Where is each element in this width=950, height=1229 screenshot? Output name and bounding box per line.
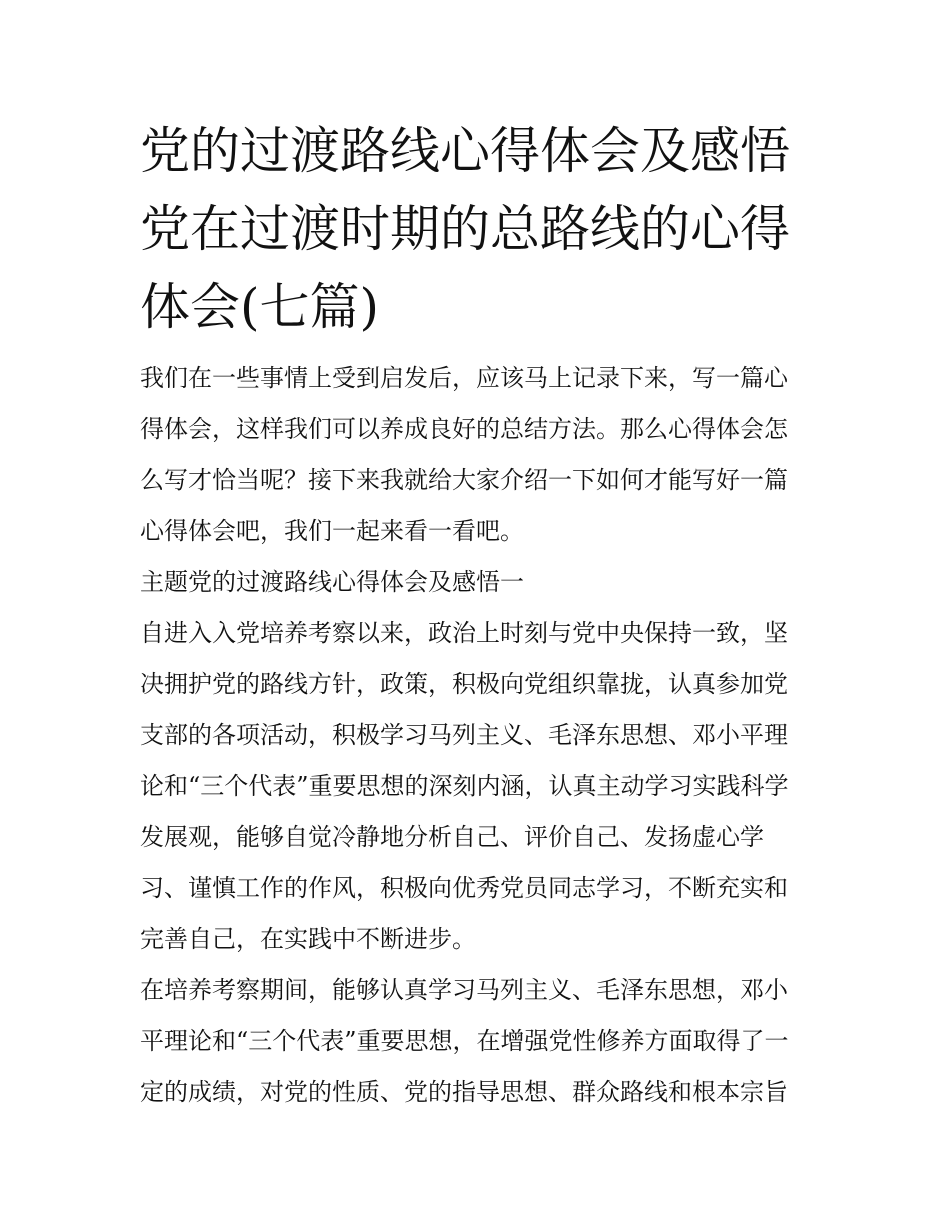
body-line: 决拥护党的路线方针，政策，积极向党组织靠拢，认真参加党 [140,670,788,698]
document-body [140,353,830,1118]
body-line: 平理论和“三个代表”重要思想，在增强党性修养方面取得了一 [140,1027,789,1055]
body-line: 心得体会吧，我们一起来看一看吧。 [140,517,524,545]
body-line: 支部的各项活动，积极学习马列主义、毛泽东思想、邓小平理 [140,721,788,749]
title-line-2: 党在过渡时期的总路线的心得 [140,200,790,258]
body-line: 论和“三个代表”重要思想的深刻内涵，认真主动学习实践科学 [140,772,789,800]
body-line: 么写才恰当呢？接下来我就给大家介绍一下如何才能写好一篇 [140,466,788,494]
body-line: 发展观，能够自觉冷静地分析自己、评价自己、发扬虚心学 [140,823,764,851]
document-title [140,112,820,346]
body-line: 习、谨慎工作的作风，积极向优秀党员同志学习，不断充实和 [140,874,788,902]
section-heading: 主题党的过渡路线心得体会及感悟一 [140,568,524,596]
body-line: 完善自己，在实践中不断进步。 [140,925,476,953]
title-line-1: 党的过渡路线心得体会及感悟 [140,122,790,180]
body-line: 自进入入党培养考察以来，政治上时刻与党中央保持一致，坚 [140,619,788,647]
body-line: 定的成绩，对党的性质、党的指导思想、群众路线和根本宗旨 [140,1078,788,1106]
title-line-3: 体会(七篇) [140,278,380,336]
body-line: 得体会，这样我们可以养成良好的总结方法。那么心得体会怎 [140,415,788,443]
body-line: 在培养考察期间，能够认真学习马列主义、毛泽东思想，邓小 [140,976,788,1004]
body-line: 我们在一些事情上受到启发后，应该马上记录下来，写一篇心 [140,364,788,392]
